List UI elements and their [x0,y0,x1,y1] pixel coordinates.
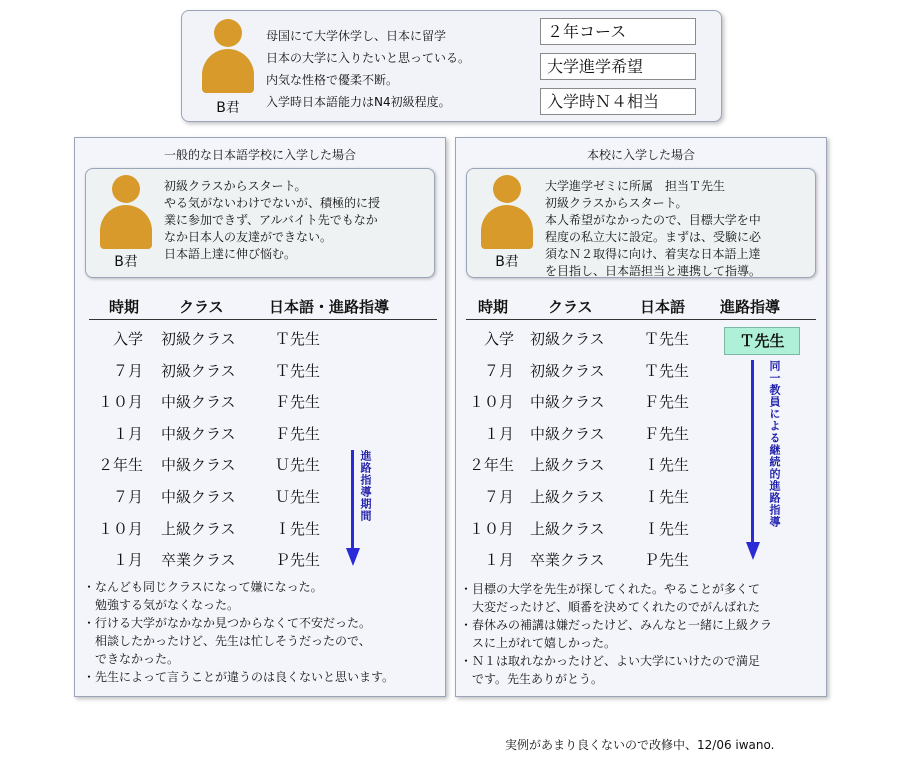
course-tag: ２年コース [540,18,696,45]
row-teacher: Ｆ先生 [644,393,690,412]
arrow-shaft [351,450,354,552]
row-period: １月 [112,551,143,570]
header-teacher: 日本語・進路指導 [269,298,390,316]
row-teacher: Ｉ先生 [275,519,321,538]
person-icon [481,175,533,255]
arrow-shaft [751,360,754,546]
row-class: 上級クラス [530,488,605,506]
row-period: ２年生 [97,456,143,475]
header-teacher: 日本語 [640,298,686,316]
row-period: １月 [483,424,514,443]
guidance-teacher-badge: Ｔ先生 [724,327,800,355]
profile-line: 母国にて大学休学し、日本に留学 [266,29,447,43]
row-period: ７月 [483,488,514,506]
row-class: 卒業クラス [161,551,236,570]
profile-box [181,10,722,122]
row-teacher: Ｔ先生 [275,361,321,380]
student-name: B君 [216,100,240,116]
row-teacher: Ｉ先生 [644,456,690,475]
goal-tag: 大学進学希望 [540,53,696,80]
footer-note: 実例があまり良くないので改修中、12/06 iwano. [505,738,775,752]
panel-title: 本校に入学した場合 [586,148,695,162]
row-class: 上級クラス [530,456,605,475]
header-class: クラス [548,298,593,316]
student-summary-box [466,168,816,278]
row-period: ７月 [483,361,514,380]
row-period: １月 [112,424,143,443]
header-period: 時期 [109,298,140,316]
student-name: B君 [114,254,138,270]
row-period: １０月 [468,519,514,538]
row-teacher: Ｉ先生 [644,488,690,506]
row-teacher: Ｔ先生 [644,361,690,380]
arrow-label: 進路指導期間 [359,450,372,522]
student-comments: ・目標の大学を先生が探してくれた。やることが多くて 大変だったけど、順番を決めてくれたのでがんばれた ・春休みの補講は嫌だったけど、みんなと一緒に上級クラ スに上がれて嬉しかった。 ・Ｎ１は取れなかったけど、よい大学にいけたので満足 です。先生ありがとう。 [460,582,773,686]
student-summary-box [85,168,435,278]
row-teacher: Ｐ先生 [275,551,321,570]
row-teacher: Ｉ先生 [644,519,690,538]
level-tag: 入学時Ｎ４相当 [540,88,696,115]
row-teacher: Ｕ先生 [275,456,321,475]
row-class: 中級クラス [530,393,605,412]
person-icon [100,175,152,255]
row-period: ７月 [112,488,143,506]
row-teacher: Ｐ先生 [644,551,690,570]
row-class: 中級クラス [530,424,605,443]
row-teacher: Ｔ先生 [644,330,690,348]
row-teacher: Ｆ先生 [275,424,321,443]
panel-title: 一般的な日本語学校に入学した場合 [163,148,356,162]
row-teacher: Ｆ先生 [644,424,690,443]
row-class: 中級クラス [161,424,236,443]
profile-line: 日本の大学に入りたいと思っている。 [266,51,471,65]
row-period: １０月 [97,393,143,412]
header-period: 時期 [478,298,509,316]
left-panel [74,137,446,697]
row-period: １月 [483,551,514,570]
row-period: １０月 [97,519,143,538]
header-guidance: 進路指導 [720,298,781,316]
arrow-down-icon [346,548,360,566]
right-panel [455,137,827,697]
student-summary-text: 初級クラスからスタート。 やる気がないわけでないが、積極的に授 業に参加できず、アルバイト先でもなか なか日本人の友達ができない。 日本語上達に伸び悩む。 [164,179,381,261]
arrow-down-icon [746,542,760,560]
arrow-label: 同一教員による継続的進路指導 [768,360,781,528]
student-summary-text: 大学進学ゼミに所属 担当Ｔ先生 初級クラスからスタート。 本人希望がなかったので、目標大学を中 程度の私立大に設定。まずは、受験に必 須なＮ２取得に向け、着実な日本語上達 を目指し、日本語担当と連携して指導。 [545,179,762,278]
profile-description [266,25,470,113]
row-class: 初級クラス [161,330,236,348]
row-period: ２年生 [468,456,514,475]
person-icon [202,19,254,99]
row-class: 上級クラス [161,519,236,538]
row-period: １０月 [468,393,514,412]
row-class: 初級クラス [530,330,605,348]
profile-line: 入学時日本語能力はN4初級程度。 [266,95,451,109]
row-teacher: Ｔ先生 [275,330,321,348]
row-period: 入学 [112,330,143,348]
profile-line: 内気な性格で優柔不断。 [266,73,399,87]
header-class: クラス [179,298,224,316]
row-class: 初級クラス [530,361,605,380]
row-period: 入学 [483,330,514,348]
student-comments: ・なんども同じクラスになって嫌になった。 勉強する気がなくなった。 ・行ける大学がなかなか見つからなくて不安だった。 相談したかったけど、先生は忙しそうだったので、 できなかった。 ・先生によって言うことが違うのは良くないと思います。 [83,580,395,684]
row-teacher: Ｕ先生 [275,488,321,506]
student-name: B君 [495,254,519,270]
row-class: 初級クラス [161,361,236,380]
row-teacher: Ｆ先生 [275,393,321,412]
row-class: 中級クラス [161,456,236,475]
row-class: 上級クラス [530,519,605,538]
row-class: 中級クラス [161,393,236,412]
header-divider [466,319,816,320]
row-class: 卒業クラス [530,551,605,570]
header-divider [89,319,437,320]
row-period: ７月 [112,361,143,380]
row-class: 中級クラス [161,488,236,506]
